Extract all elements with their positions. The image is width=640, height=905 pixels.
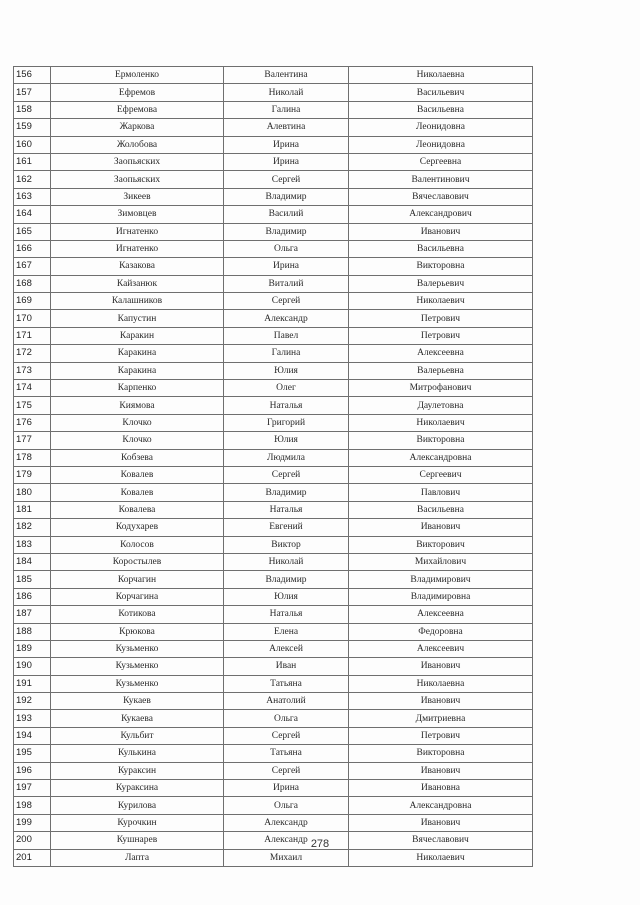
table-row bbox=[14, 275, 533, 292]
row-number: 179 bbox=[14, 466, 51, 483]
table-row bbox=[14, 345, 533, 362]
row-number: 167 bbox=[14, 258, 51, 275]
surname-cell: Колосов bbox=[51, 536, 224, 553]
patronymic-cell: Сергеевна bbox=[349, 153, 533, 170]
table-row bbox=[14, 258, 533, 275]
first-name-cell: Николай bbox=[224, 553, 349, 570]
surname-cell: Зикеев bbox=[51, 188, 224, 205]
patronymic-cell: Петрович bbox=[349, 310, 533, 327]
first-name-cell: Александр bbox=[224, 832, 349, 849]
table-row bbox=[14, 588, 533, 605]
table-row bbox=[14, 310, 533, 327]
surname-cell: Заопьяских bbox=[51, 153, 224, 170]
table-row bbox=[14, 675, 533, 692]
surname-cell: Кушнарев bbox=[51, 832, 224, 849]
surname-cell: Корчагина bbox=[51, 588, 224, 605]
first-name-cell: Людмила bbox=[224, 449, 349, 466]
patronymic-cell: Владимирович bbox=[349, 571, 533, 588]
surname-cell: Киямова bbox=[51, 397, 224, 414]
first-name-cell: Алевтина bbox=[224, 119, 349, 136]
first-name-cell: Ольга bbox=[224, 797, 349, 814]
patronymic-cell: Алексеевич bbox=[349, 640, 533, 657]
patronymic-cell: Ивановна bbox=[349, 780, 533, 797]
first-name-cell: Григорий bbox=[224, 414, 349, 431]
patronymic-cell: Алексеевна bbox=[349, 606, 533, 623]
patronymic-cell: Дмитриевна bbox=[349, 710, 533, 727]
table-row bbox=[14, 553, 533, 570]
row-number: 185 bbox=[14, 571, 51, 588]
surname-cell: Кодухарев bbox=[51, 519, 224, 536]
surname-cell: Курочкин bbox=[51, 814, 224, 831]
patronymic-cell: Митрофанович bbox=[349, 380, 533, 397]
patronymic-cell: Вячеславович bbox=[349, 832, 533, 849]
row-number: 194 bbox=[14, 727, 51, 744]
row-number: 201 bbox=[14, 849, 51, 866]
first-name-cell: Галина bbox=[224, 345, 349, 362]
row-number: 196 bbox=[14, 762, 51, 779]
table-row bbox=[14, 136, 533, 153]
row-number: 197 bbox=[14, 780, 51, 797]
surname-cell: Жаркова bbox=[51, 119, 224, 136]
surname-cell: Зимовцев bbox=[51, 206, 224, 223]
surname-cell: Клочко bbox=[51, 414, 224, 431]
row-number: 157 bbox=[14, 84, 51, 101]
row-number: 189 bbox=[14, 640, 51, 657]
row-number: 156 bbox=[14, 67, 51, 84]
row-number: 161 bbox=[14, 153, 51, 170]
surname-cell: Кульбит bbox=[51, 727, 224, 744]
first-name-cell: Валентина bbox=[224, 67, 349, 84]
table-row bbox=[14, 536, 533, 553]
surname-cell: Курилова bbox=[51, 797, 224, 814]
patronymic-cell: Алексеевна bbox=[349, 345, 533, 362]
first-name-cell: Виталий bbox=[224, 275, 349, 292]
first-name-cell: Ольга bbox=[224, 710, 349, 727]
patronymic-cell: Викторович bbox=[349, 536, 533, 553]
row-number: 166 bbox=[14, 240, 51, 257]
table-row bbox=[14, 466, 533, 483]
row-number: 182 bbox=[14, 519, 51, 536]
table-row bbox=[14, 414, 533, 431]
patronymic-cell: Михайлович bbox=[349, 553, 533, 570]
table-row bbox=[14, 223, 533, 240]
patronymic-cell: Иванович bbox=[349, 693, 533, 710]
patronymic-cell: Иванович bbox=[349, 223, 533, 240]
first-name-cell: Юлия bbox=[224, 362, 349, 379]
surname-cell: Ковалев bbox=[51, 466, 224, 483]
row-number: 160 bbox=[14, 136, 51, 153]
table-row bbox=[14, 780, 533, 797]
table-row bbox=[14, 623, 533, 640]
surname-cell: Капустин bbox=[51, 310, 224, 327]
table-row bbox=[14, 501, 533, 518]
row-number: 170 bbox=[14, 310, 51, 327]
surname-cell: Игнатенко bbox=[51, 240, 224, 257]
row-number: 165 bbox=[14, 223, 51, 240]
patronymic-cell: Валерьевич bbox=[349, 275, 533, 292]
surname-cell: Жолобова bbox=[51, 136, 224, 153]
first-name-cell: Наталья bbox=[224, 397, 349, 414]
surname-cell: Калашников bbox=[51, 293, 224, 310]
row-number: 173 bbox=[14, 362, 51, 379]
surname-cell: Заопьяских bbox=[51, 171, 224, 188]
row-number: 178 bbox=[14, 449, 51, 466]
first-name-cell: Ирина bbox=[224, 780, 349, 797]
row-number: 193 bbox=[14, 710, 51, 727]
row-number: 177 bbox=[14, 432, 51, 449]
patronymic-cell: Александрович bbox=[349, 206, 533, 223]
patronymic-cell: Иванович bbox=[349, 519, 533, 536]
patronymic-cell: Николаевич bbox=[349, 849, 533, 866]
first-name-cell: Ольга bbox=[224, 240, 349, 257]
patronymic-cell: Леонидовна bbox=[349, 136, 533, 153]
surname-cell: Кузьменко bbox=[51, 675, 224, 692]
first-name-cell: Сергей bbox=[224, 762, 349, 779]
patronymic-cell: Иванович bbox=[349, 658, 533, 675]
surname-cell: Крюкова bbox=[51, 623, 224, 640]
row-number: 187 bbox=[14, 606, 51, 623]
page-number: 278 bbox=[310, 838, 330, 850]
patronymic-cell: Иванович bbox=[349, 762, 533, 779]
surname-cell: Ермоленко bbox=[51, 67, 224, 84]
table-row bbox=[14, 380, 533, 397]
first-name-cell: Павел bbox=[224, 327, 349, 344]
surname-cell: Ефремов bbox=[51, 84, 224, 101]
first-name-cell: Галина bbox=[224, 101, 349, 118]
row-number: 190 bbox=[14, 658, 51, 675]
surname-cell: Кураксин bbox=[51, 762, 224, 779]
patronymic-cell: Александровна bbox=[349, 449, 533, 466]
surname-cell: Казакова bbox=[51, 258, 224, 275]
surname-cell: Кайзанюк bbox=[51, 275, 224, 292]
row-number: 169 bbox=[14, 293, 51, 310]
table-row bbox=[14, 67, 533, 84]
patronymic-cell: Федоровна bbox=[349, 623, 533, 640]
row-number: 162 bbox=[14, 171, 51, 188]
surname-cell: Ефремова bbox=[51, 101, 224, 118]
surname-cell: Кузьменко bbox=[51, 658, 224, 675]
patronymic-cell: Николаевна bbox=[349, 67, 533, 84]
patronymic-cell: Викторовна bbox=[349, 258, 533, 275]
row-number: 183 bbox=[14, 536, 51, 553]
patronymic-cell: Владимировна bbox=[349, 588, 533, 605]
patronymic-cell: Васильевна bbox=[349, 501, 533, 518]
first-name-cell: Сергей bbox=[224, 293, 349, 310]
patronymic-cell: Викторовна bbox=[349, 432, 533, 449]
first-name-cell: Сергей bbox=[224, 727, 349, 744]
patronymic-cell: Петрович bbox=[349, 727, 533, 744]
patronymic-cell: Валентинович bbox=[349, 171, 533, 188]
patronymic-cell: Васильевна bbox=[349, 240, 533, 257]
row-number: 168 bbox=[14, 275, 51, 292]
table-row bbox=[14, 745, 533, 762]
first-name-cell: Алексей bbox=[224, 640, 349, 657]
surname-cell: Каракина bbox=[51, 362, 224, 379]
first-name-cell: Татьяна bbox=[224, 745, 349, 762]
table-row bbox=[14, 762, 533, 779]
table-row bbox=[14, 84, 533, 101]
surname-cell: Ковалев bbox=[51, 484, 224, 501]
first-name-cell: Ирина bbox=[224, 153, 349, 170]
names-table-body bbox=[14, 67, 533, 867]
patronymic-cell: Петрович bbox=[349, 327, 533, 344]
row-number: 163 bbox=[14, 188, 51, 205]
surname-cell: Котикова bbox=[51, 606, 224, 623]
patronymic-cell: Валерьевна bbox=[349, 362, 533, 379]
row-number: 176 bbox=[14, 414, 51, 431]
row-number: 172 bbox=[14, 345, 51, 362]
surname-cell: Кукаев bbox=[51, 693, 224, 710]
patronymic-cell: Николаевна bbox=[349, 675, 533, 692]
table-row bbox=[14, 171, 533, 188]
patronymic-cell: Николаевич bbox=[349, 414, 533, 431]
table-row bbox=[14, 519, 533, 536]
first-name-cell: Владимир bbox=[224, 223, 349, 240]
row-number: 159 bbox=[14, 119, 51, 136]
row-number: 198 bbox=[14, 797, 51, 814]
patronymic-cell: Васильевна bbox=[349, 101, 533, 118]
table-row bbox=[14, 849, 533, 866]
first-name-cell: Иван bbox=[224, 658, 349, 675]
table-row bbox=[14, 119, 533, 136]
table-row bbox=[14, 188, 533, 205]
first-name-cell: Анатолий bbox=[224, 693, 349, 710]
first-name-cell: Юлия bbox=[224, 588, 349, 605]
row-number: 164 bbox=[14, 206, 51, 223]
first-name-cell: Олег bbox=[224, 380, 349, 397]
table-row bbox=[14, 484, 533, 501]
table-row bbox=[14, 397, 533, 414]
patronymic-cell: Викторовна bbox=[349, 745, 533, 762]
first-name-cell: Татьяна bbox=[224, 675, 349, 692]
row-number: 184 bbox=[14, 553, 51, 570]
table-row bbox=[14, 658, 533, 675]
table-row bbox=[14, 797, 533, 814]
surname-cell: Лапта bbox=[51, 849, 224, 866]
names-table bbox=[13, 66, 533, 867]
surname-cell: Каракин bbox=[51, 327, 224, 344]
surname-cell: Кобзева bbox=[51, 449, 224, 466]
first-name-cell: Владимир bbox=[224, 571, 349, 588]
table-row bbox=[14, 727, 533, 744]
table-row bbox=[14, 693, 533, 710]
table-row bbox=[14, 206, 533, 223]
row-number: 192 bbox=[14, 693, 51, 710]
first-name-cell: Юлия bbox=[224, 432, 349, 449]
first-name-cell: Наталья bbox=[224, 606, 349, 623]
first-name-cell: Сергей bbox=[224, 466, 349, 483]
table-row bbox=[14, 814, 533, 831]
table-row bbox=[14, 153, 533, 170]
table-row bbox=[14, 240, 533, 257]
surname-cell: Ковалева bbox=[51, 501, 224, 518]
first-name-cell: Сергей bbox=[224, 171, 349, 188]
patronymic-cell: Павлович bbox=[349, 484, 533, 501]
first-name-cell: Виктор bbox=[224, 536, 349, 553]
first-name-cell: Василий bbox=[224, 206, 349, 223]
first-name-cell: Наталья bbox=[224, 501, 349, 518]
surname-cell: Кузьменко bbox=[51, 640, 224, 657]
table-row bbox=[14, 710, 533, 727]
first-name-cell: Николай bbox=[224, 84, 349, 101]
table-row bbox=[14, 640, 533, 657]
first-name-cell: Елена bbox=[224, 623, 349, 640]
surname-cell: Клочко bbox=[51, 432, 224, 449]
surname-cell: Кулькина bbox=[51, 745, 224, 762]
row-number: 200 bbox=[14, 832, 51, 849]
patronymic-cell: Даулетовна bbox=[349, 397, 533, 414]
row-number: 188 bbox=[14, 623, 51, 640]
first-name-cell: Евгений bbox=[224, 519, 349, 536]
row-number: 180 bbox=[14, 484, 51, 501]
surname-cell: Игнатенко bbox=[51, 223, 224, 240]
row-number: 199 bbox=[14, 814, 51, 831]
patronymic-cell: Николаевич bbox=[349, 293, 533, 310]
first-name-cell: Владимир bbox=[224, 484, 349, 501]
table-row bbox=[14, 101, 533, 118]
row-number: 174 bbox=[14, 380, 51, 397]
row-number: 191 bbox=[14, 675, 51, 692]
first-name-cell: Владимир bbox=[224, 188, 349, 205]
surname-cell: Карпенко bbox=[51, 380, 224, 397]
row-number: 158 bbox=[14, 101, 51, 118]
row-number: 186 bbox=[14, 588, 51, 605]
patronymic-cell: Вячеславович bbox=[349, 188, 533, 205]
surname-cell: Корчагин bbox=[51, 571, 224, 588]
first-name-cell: Александр bbox=[224, 814, 349, 831]
patronymic-cell: Александровна bbox=[349, 797, 533, 814]
first-name-cell: Ирина bbox=[224, 258, 349, 275]
first-name-cell: Ирина bbox=[224, 136, 349, 153]
table-row bbox=[14, 293, 533, 310]
table-row bbox=[14, 571, 533, 588]
table-row bbox=[14, 432, 533, 449]
patronymic-cell: Иванович bbox=[349, 814, 533, 831]
patronymic-cell: Сергеевич bbox=[349, 466, 533, 483]
table-row bbox=[14, 449, 533, 466]
table-row bbox=[14, 327, 533, 344]
first-name-cell: Михаил bbox=[224, 849, 349, 866]
patronymic-cell: Васильевич bbox=[349, 84, 533, 101]
surname-cell: Каракина bbox=[51, 345, 224, 362]
row-number: 181 bbox=[14, 501, 51, 518]
row-number: 195 bbox=[14, 745, 51, 762]
first-name-cell: Александр bbox=[224, 310, 349, 327]
surname-cell: Кураксина bbox=[51, 780, 224, 797]
surname-cell: Кукаева bbox=[51, 710, 224, 727]
row-number: 171 bbox=[14, 327, 51, 344]
table-row bbox=[14, 606, 533, 623]
table-row bbox=[14, 362, 533, 379]
patronymic-cell: Леонидовна bbox=[349, 119, 533, 136]
row-number: 175 bbox=[14, 397, 51, 414]
surname-cell: Коростылев bbox=[51, 553, 224, 570]
